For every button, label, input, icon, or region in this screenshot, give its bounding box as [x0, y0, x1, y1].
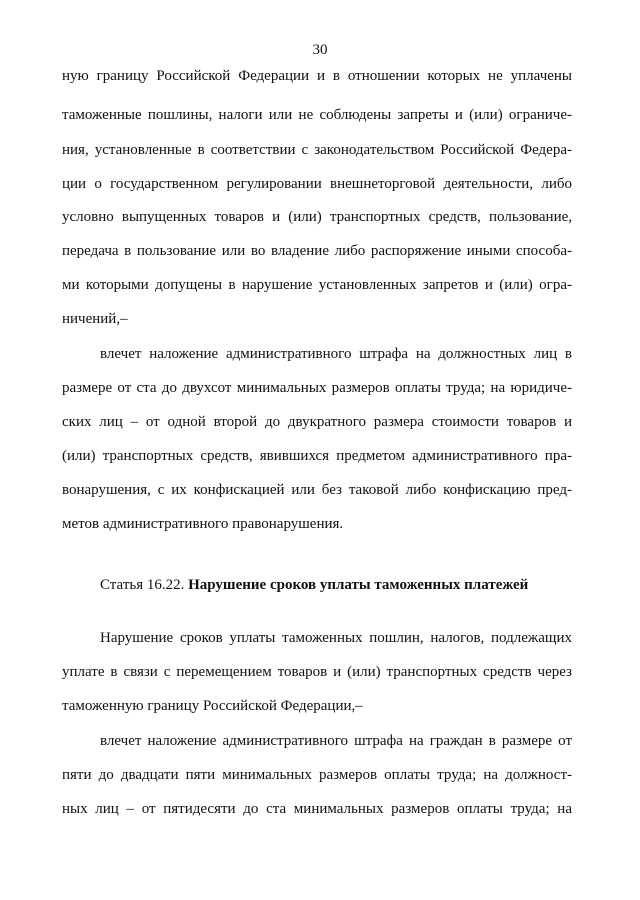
page-number: 30: [312, 42, 328, 58]
paragraph2-line-5: вонарушения, с их конфискацией или без таковой либо конфискацию пред-: [62, 482, 572, 498]
article-number: Статья 16.22.: [100, 577, 185, 593]
paragraph1-line-6: передача в пользование или во владение либо распоряжение иными способа-: [62, 243, 572, 259]
paragraph3-line-3: таможенную границу Российской Федерации,–: [62, 698, 363, 714]
paragraph4-line-1: влечет наложение административного штрафа на граждан в размере от: [100, 733, 572, 749]
paragraph2-line-1: влечет наложение административного штрафа на должностных лиц в: [100, 346, 572, 362]
paragraph1-line-5: условно выпущенных товаров и (или) транспортных средств, пользование,: [62, 209, 572, 225]
paragraph4-line-3: ных лиц – от пятидесяти до ста минимальных размеров оплаты труда; на: [62, 801, 572, 817]
paragraph2-line-3: ских лиц – от одной второй до двукратного размера стоимости товаров и: [62, 414, 572, 430]
paragraph2-line-6: метов административного правонарушения.: [62, 516, 344, 532]
paragraph3-line-1: Нарушение сроков уплаты таможенных пошлин, налогов, подлежащих: [100, 630, 572, 646]
paragraph1-line-8: ничений,–: [62, 311, 128, 327]
paragraph4-line-2: пяти до двадцати пяти минимальных размеров оплаты труда; на должност-: [62, 767, 572, 783]
paragraph1-line-7: ми которыми допущены в нарушение установленных запретов и (или) огра-: [62, 277, 572, 293]
paragraph2-line-2: размере от ста до двухсот минимальных размеров оплаты труда; на юридиче-: [62, 380, 572, 396]
paragraph1-line-2: таможенные пошлины, налоги или не соблюдены запреты и (или) ограниче-: [62, 107, 572, 123]
paragraph1-line-3: ния, установленные в соответствии с законодательством Российской Федера-: [62, 142, 572, 158]
paragraph1-line-1: ную границу Российской Федерации и в отношении которых не уплачены: [62, 68, 572, 84]
paragraph2-line-4: (или) транспортных средств, явившихся предметом административного пра-: [62, 448, 572, 464]
paragraph1-line-4: ции о государственном регулировании внешнеторговой деятельности, либо: [62, 176, 572, 192]
article-heading: [100, 575, 572, 595]
article-title: Нарушение сроков уплаты таможенных платежей: [188, 577, 529, 593]
paragraph3-line-2: уплате в связи с перемещением товаров и (или) транспортных средств через: [62, 664, 572, 680]
